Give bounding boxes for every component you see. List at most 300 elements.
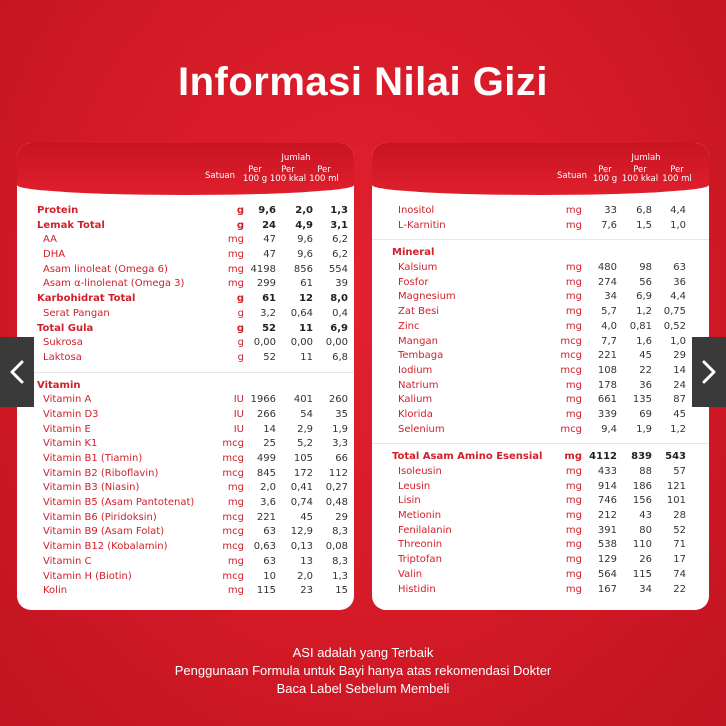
value-per-100g: 4112 bbox=[589, 451, 617, 463]
nutrient-unit: mg bbox=[565, 394, 582, 406]
value-per-100kkal: 172 bbox=[293, 467, 313, 479]
nutrient-unit: mg bbox=[565, 524, 582, 536]
nutrient-unit: mcg bbox=[560, 364, 582, 376]
nutrient-row bbox=[17, 525, 354, 540]
nutrient-unit: mg bbox=[565, 306, 582, 318]
value-per-100ml: 29 bbox=[335, 511, 348, 523]
nutrient-label: Valin bbox=[398, 568, 423, 580]
value-per-100ml: 22 bbox=[673, 583, 686, 595]
nutrient-unit: mcg bbox=[222, 526, 244, 538]
nutrient-unit: g bbox=[236, 322, 244, 334]
nutrient-row bbox=[372, 553, 709, 568]
value-per-100ml: 8,3 bbox=[332, 555, 348, 567]
value-per-100kkal: 11 bbox=[299, 322, 313, 334]
nutrient-label: Metionin bbox=[398, 510, 442, 522]
value-per-100kkal: 45 bbox=[300, 511, 313, 523]
nutrient-unit: mg bbox=[565, 379, 582, 391]
nutrient-row bbox=[17, 570, 354, 585]
value-per-100ml: 66 bbox=[335, 453, 348, 464]
value-per-100g: 34 bbox=[604, 291, 617, 303]
page-title: Informasi Nilai Gizi bbox=[177, 60, 549, 104]
nutrient-row bbox=[372, 305, 709, 320]
nutrient-unit: mcg bbox=[222, 570, 244, 582]
value-per-100g: 9,4 bbox=[601, 423, 617, 435]
header-per-100ml: Per 100 ml bbox=[309, 165, 339, 184]
nutrient-label: Histidin bbox=[398, 583, 436, 595]
value-per-100g: 167 bbox=[597, 583, 617, 595]
nutrient-label: Asam α-linolenat (Omega 3) bbox=[43, 278, 185, 290]
nutrition-panel-left bbox=[17, 143, 354, 610]
nutrient-unit: mcg bbox=[222, 438, 244, 450]
value-per-100kkal: 23 bbox=[300, 585, 313, 597]
nutrient-row bbox=[17, 233, 354, 248]
value-per-100kkal: 45 bbox=[639, 350, 652, 362]
nutrient-row bbox=[372, 219, 709, 234]
nutrient-label: Mineral bbox=[392, 247, 435, 259]
value-per-100ml: 57 bbox=[673, 466, 686, 477]
nutrient-row bbox=[372, 335, 709, 350]
value-per-100ml: 101 bbox=[666, 495, 686, 507]
nutrient-unit: mcg bbox=[222, 541, 244, 553]
value-per-100g: 266 bbox=[256, 408, 276, 420]
nutrient-unit: mg bbox=[227, 497, 244, 509]
nutrient-unit: g bbox=[237, 307, 244, 319]
value-per-100ml: 0,08 bbox=[325, 541, 348, 553]
nutrient-row bbox=[372, 290, 709, 305]
nutrient-unit: mg bbox=[565, 583, 582, 595]
header-jumlah: Jumlah bbox=[631, 153, 661, 163]
value-per-100kkal: 54 bbox=[300, 408, 313, 420]
value-per-100ml: 1,3 bbox=[332, 570, 348, 582]
nutrient-row bbox=[17, 408, 354, 423]
nutrient-unit: mcg bbox=[560, 335, 582, 347]
value-per-100g: 5,7 bbox=[601, 306, 617, 318]
nutrient-unit: mg bbox=[565, 408, 582, 420]
value-per-100g: 3,2 bbox=[260, 307, 276, 319]
nutrient-label: Vitamin E bbox=[43, 423, 91, 435]
nutrient-label: Vitamin B2 (Riboflavin) bbox=[43, 467, 159, 479]
nutrient-label: Kolin bbox=[43, 585, 68, 597]
nutrient-label: Kalium bbox=[398, 394, 433, 406]
header-jumlah: Jumlah bbox=[281, 153, 311, 163]
value-per-100kkal: 0,74 bbox=[290, 497, 313, 509]
next-slide-button[interactable] bbox=[692, 337, 726, 407]
nutrient-row bbox=[17, 393, 354, 408]
section-divider bbox=[17, 366, 354, 379]
nutrient-unit: mcg bbox=[222, 511, 244, 523]
value-per-100kkal: 1,9 bbox=[636, 423, 652, 435]
value-per-100g: 178 bbox=[597, 379, 617, 391]
value-per-100kkal: 69 bbox=[639, 408, 652, 420]
value-per-100g: 212 bbox=[597, 510, 617, 522]
value-per-100g: 746 bbox=[597, 495, 617, 507]
value-per-100kkal: 56 bbox=[639, 276, 652, 288]
value-per-100g: 221 bbox=[256, 511, 276, 523]
nutrient-label: Vitamin B1 (Tiamin) bbox=[43, 453, 143, 464]
value-per-100g: 0,63 bbox=[253, 541, 276, 553]
value-per-100g: 3,6 bbox=[260, 497, 276, 509]
nutrient-label: Inositol bbox=[398, 205, 435, 216]
value-per-100ml: 8,0 bbox=[330, 293, 348, 305]
footer-line-3: Baca Label Sebelum Membeli bbox=[276, 681, 450, 696]
value-per-100ml: 112 bbox=[328, 467, 348, 479]
nutrient-label: Natrium bbox=[398, 379, 439, 391]
nutrient-label: Protein bbox=[37, 205, 79, 216]
nutrient-label: Total Asam Amino Esensial bbox=[392, 451, 543, 463]
value-per-100g: 24 bbox=[262, 219, 276, 231]
value-per-100kkal: 12 bbox=[299, 293, 313, 305]
nutrient-label: Magnesium bbox=[398, 291, 456, 303]
value-per-100ml: 17 bbox=[673, 554, 686, 566]
nutrient-row bbox=[17, 322, 354, 337]
nutrient-unit: g bbox=[236, 293, 244, 305]
value-per-100g: 480 bbox=[597, 262, 617, 274]
value-per-100kkal: 88 bbox=[639, 466, 652, 477]
value-per-100g: 845 bbox=[256, 467, 276, 479]
nutrient-unit: IU bbox=[233, 423, 244, 435]
section-heading bbox=[372, 246, 709, 261]
value-per-100g: 10 bbox=[263, 570, 276, 582]
nutrient-row bbox=[17, 481, 354, 496]
nutrient-unit: mcg bbox=[560, 423, 582, 435]
nutrient-row bbox=[372, 349, 709, 364]
nutrient-row bbox=[372, 379, 709, 394]
nutrient-row bbox=[17, 496, 354, 511]
value-per-100ml: 28 bbox=[673, 510, 686, 522]
value-per-100kkal: 0,41 bbox=[290, 482, 313, 494]
nutrient-label: Selenium bbox=[398, 423, 445, 435]
nutrient-row bbox=[17, 277, 354, 292]
nutrient-label: Klorida bbox=[398, 408, 433, 420]
value-per-100kkal: 6,8 bbox=[636, 205, 652, 216]
nutrient-row bbox=[17, 248, 354, 263]
value-per-100kkal: 1,6 bbox=[636, 335, 652, 347]
nutrient-unit: mg bbox=[565, 320, 582, 332]
nutrient-label: Vitamin B9 (Asam Folat) bbox=[43, 526, 165, 538]
value-per-100ml: 0,75 bbox=[663, 306, 686, 318]
nutrient-unit: mg bbox=[565, 495, 582, 507]
value-per-100ml: 6,2 bbox=[332, 249, 348, 261]
value-per-100ml: 45 bbox=[673, 408, 686, 420]
nutrient-label: Vitamin B5 (Asam Pantotenat) bbox=[43, 497, 195, 509]
nutrient-row bbox=[372, 509, 709, 524]
value-per-100ml: 3,3 bbox=[332, 438, 348, 450]
value-per-100g: 433 bbox=[597, 466, 617, 477]
nutrient-label: Karbohidrat Total bbox=[37, 293, 136, 305]
nutrient-unit: mg bbox=[565, 276, 582, 288]
value-per-100g: 499 bbox=[256, 453, 276, 464]
nutrient-label: Kalsium bbox=[398, 262, 438, 274]
nutrient-label: Vitamin A bbox=[43, 394, 92, 406]
value-per-100ml: 52 bbox=[673, 524, 686, 536]
value-per-100kkal: 43 bbox=[639, 510, 652, 522]
value-per-100kkal: 115 bbox=[632, 568, 652, 580]
value-per-100g: 108 bbox=[597, 364, 617, 376]
value-per-100ml: 87 bbox=[673, 394, 686, 406]
value-per-100g: 14 bbox=[263, 423, 276, 435]
value-per-100g: 63 bbox=[263, 555, 276, 567]
value-per-100ml: 0,52 bbox=[663, 320, 686, 332]
nutrient-row bbox=[17, 467, 354, 482]
value-per-100ml: 6,9 bbox=[330, 322, 348, 334]
nutrient-unit: IU bbox=[233, 408, 244, 420]
nutrient-label: Vitamin K1 bbox=[43, 438, 98, 450]
nutrient-label: Laktosa bbox=[43, 351, 82, 363]
value-per-100kkal: 0,00 bbox=[290, 337, 313, 349]
nutrient-unit: mg bbox=[227, 263, 244, 275]
nutrient-label: Vitamin H (Biotin) bbox=[43, 570, 132, 582]
nutrient-label: Vitamin D3 bbox=[43, 408, 99, 420]
value-per-100ml: 1,3 bbox=[330, 205, 348, 216]
value-per-100g: 2,0 bbox=[260, 482, 276, 494]
value-per-100kkal: 0,64 bbox=[290, 307, 313, 319]
nutrient-label: Serat Pangan bbox=[43, 307, 110, 319]
value-per-100ml: 554 bbox=[328, 263, 348, 275]
nutrient-unit: mg bbox=[565, 480, 582, 492]
nutrition-rows-right bbox=[372, 204, 709, 597]
nutrient-unit: mg bbox=[564, 451, 582, 463]
nutrient-row bbox=[17, 307, 354, 322]
nutrient-row bbox=[17, 452, 354, 467]
value-per-100ml: 8,3 bbox=[332, 526, 348, 538]
value-per-100kkal: 12,9 bbox=[290, 526, 313, 538]
value-per-100g: 4198 bbox=[250, 263, 276, 275]
value-per-100kkal: 61 bbox=[300, 278, 313, 290]
nutrient-label: Sukrosa bbox=[43, 337, 83, 349]
nutrient-label: Fosfor bbox=[398, 276, 429, 288]
nutrient-row bbox=[17, 204, 354, 219]
value-per-100ml: 3,1 bbox=[330, 219, 348, 231]
value-per-100kkal: 135 bbox=[632, 394, 652, 406]
value-per-100ml: 260 bbox=[328, 394, 348, 406]
value-per-100kkal: 2,0 bbox=[297, 570, 313, 582]
section-heading bbox=[17, 379, 354, 394]
nutrient-label: Threonin bbox=[398, 539, 443, 551]
value-per-100g: 661 bbox=[597, 394, 617, 406]
value-per-100g: 0,00 bbox=[253, 337, 276, 349]
value-per-100ml: 0,4 bbox=[332, 307, 348, 319]
nutrient-unit: mcg bbox=[222, 453, 244, 464]
nutrient-unit: mg bbox=[227, 234, 244, 246]
nutrient-label: Vitamin B12 (Kobalamin) bbox=[43, 541, 168, 553]
value-per-100ml: 39 bbox=[335, 278, 348, 290]
nutrient-unit: mg bbox=[565, 510, 582, 522]
nutrition-rows-left bbox=[17, 204, 354, 599]
nutrient-label: Mangan bbox=[398, 335, 438, 347]
header-per-100g: Per 100 g bbox=[592, 165, 618, 184]
nutrient-row bbox=[17, 351, 354, 366]
nutrient-unit: g bbox=[237, 351, 244, 363]
value-per-100ml: 74 bbox=[673, 568, 686, 580]
value-per-100g: 1966 bbox=[250, 394, 276, 406]
nutrient-row bbox=[372, 408, 709, 423]
nutrient-row bbox=[372, 480, 709, 495]
nutrient-label: Lisin bbox=[398, 495, 421, 507]
nutrient-label: L-Karnitin bbox=[398, 219, 446, 231]
nutrient-label: Fenilalanin bbox=[398, 524, 452, 536]
value-per-100kkal: 186 bbox=[632, 480, 652, 492]
value-per-100g: 47 bbox=[263, 249, 276, 261]
value-per-100ml: 36 bbox=[673, 276, 686, 288]
value-per-100kkal: 9,6 bbox=[297, 234, 313, 246]
nutrient-label: Vitamin B3 (Niasin) bbox=[43, 482, 140, 494]
nutrient-row bbox=[17, 423, 354, 438]
nutrient-label: Asam linoleat (Omega 6) bbox=[43, 263, 168, 275]
value-per-100ml: 24 bbox=[673, 379, 686, 391]
nutrient-row bbox=[372, 494, 709, 509]
nutrient-label: Triptofan bbox=[398, 554, 442, 566]
value-per-100ml: 14 bbox=[673, 364, 686, 376]
nutrient-label: Lemak Total bbox=[37, 219, 105, 231]
nutrient-label: Tembaga bbox=[398, 350, 444, 362]
nutrient-unit: mg bbox=[565, 219, 582, 231]
value-per-100g: 274 bbox=[597, 276, 617, 288]
nutrient-row bbox=[372, 450, 709, 465]
nutrient-label: Vitamin C bbox=[43, 555, 92, 567]
section-divider bbox=[372, 437, 709, 450]
value-per-100ml: 15 bbox=[335, 585, 348, 597]
value-per-100ml: 1,2 bbox=[670, 423, 686, 435]
value-per-100g: 7,6 bbox=[601, 219, 617, 231]
nutrient-label: Total Gula bbox=[37, 322, 94, 334]
value-per-100ml: 1,0 bbox=[670, 219, 686, 231]
value-per-100g: 115 bbox=[256, 585, 276, 597]
chevron-left-icon bbox=[9, 359, 25, 385]
value-per-100kkal: 13 bbox=[300, 555, 313, 567]
value-per-100ml: 0,00 bbox=[325, 337, 348, 349]
value-per-100kkal: 839 bbox=[631, 451, 652, 463]
nutrient-row bbox=[372, 465, 709, 480]
value-per-100kkal: 2,0 bbox=[295, 205, 313, 216]
header-satuan: Satuan bbox=[205, 171, 235, 181]
nutrient-row bbox=[372, 538, 709, 553]
nutrient-unit: mg bbox=[227, 278, 244, 290]
value-per-100ml: 6,8 bbox=[332, 351, 348, 363]
nutrient-label: Leusin bbox=[398, 480, 431, 492]
nutrient-unit: mg bbox=[565, 554, 582, 566]
nutrient-unit: mg bbox=[565, 539, 582, 551]
nutrient-row bbox=[372, 568, 709, 583]
nutrient-label: Vitamin bbox=[37, 379, 81, 391]
value-per-100ml: 29 bbox=[673, 350, 686, 362]
nutrient-row bbox=[17, 336, 354, 351]
value-per-100g: 7,7 bbox=[601, 335, 617, 347]
chevron-right-icon bbox=[701, 359, 717, 385]
nutrient-unit: g bbox=[237, 337, 244, 349]
value-per-100kkal: 1,2 bbox=[636, 306, 652, 318]
value-per-100g: 339 bbox=[597, 408, 617, 420]
nutrient-unit: mg bbox=[565, 568, 582, 580]
header-per-100ml: Per 100 ml bbox=[662, 165, 692, 184]
value-per-100ml: 4,4 bbox=[670, 205, 686, 216]
nutrient-row bbox=[17, 437, 354, 452]
nutrient-row bbox=[17, 219, 354, 234]
value-per-100kkal: 9,6 bbox=[297, 249, 313, 261]
nutrient-row bbox=[372, 276, 709, 291]
nutrient-row bbox=[372, 261, 709, 276]
value-per-100g: 52 bbox=[263, 351, 276, 363]
header-per-100kkal: Per 100 kkal bbox=[269, 165, 307, 184]
value-per-100g: 9,6 bbox=[258, 205, 276, 216]
value-per-100ml: 35 bbox=[335, 408, 348, 420]
value-per-100kkal: 11 bbox=[300, 351, 313, 363]
header-satuan: Satuan bbox=[557, 171, 587, 181]
nutrient-row bbox=[372, 393, 709, 408]
value-per-100ml: 4,4 bbox=[670, 291, 686, 303]
nutrient-unit: mg bbox=[565, 466, 582, 477]
nutrient-row bbox=[372, 524, 709, 539]
footer-line-2: Penggunaan Formula untuk Bayi hanya atas rekomendasi Dokter bbox=[174, 663, 552, 678]
value-per-100ml: 71 bbox=[673, 539, 686, 551]
nutrient-row bbox=[17, 584, 354, 599]
nutrient-unit: IU bbox=[233, 394, 244, 406]
nutrient-unit: mg bbox=[565, 262, 582, 274]
nutrient-label: Isoleusin bbox=[398, 466, 442, 477]
value-per-100g: 47 bbox=[263, 234, 276, 246]
value-per-100kkal: 401 bbox=[293, 394, 313, 406]
nutrient-label: Zinc bbox=[398, 320, 420, 332]
nutrient-label: Iodium bbox=[398, 364, 433, 376]
value-per-100ml: 0,27 bbox=[325, 482, 348, 494]
value-per-100g: 914 bbox=[597, 480, 617, 492]
value-per-100kkal: 80 bbox=[639, 524, 652, 536]
header-per-100g: Per 100 g bbox=[242, 165, 268, 184]
nutrient-label: AA bbox=[43, 234, 57, 246]
value-per-100g: 63 bbox=[263, 526, 276, 538]
nutrient-unit: mg bbox=[565, 205, 582, 216]
value-per-100kkal: 0,13 bbox=[290, 541, 313, 553]
value-per-100kkal: 98 bbox=[639, 262, 652, 274]
value-per-100kkal: 156 bbox=[632, 495, 652, 507]
value-per-100g: 221 bbox=[597, 350, 617, 362]
prev-slide-button[interactable] bbox=[0, 337, 34, 407]
value-per-100g: 538 bbox=[597, 539, 617, 551]
value-per-100g: 391 bbox=[597, 524, 617, 536]
nutrient-label: Zat Besi bbox=[398, 306, 440, 318]
header-per-100kkal: Per 100 kkal bbox=[621, 165, 659, 184]
nutrient-unit: g bbox=[236, 219, 244, 231]
value-per-100ml: 63 bbox=[673, 262, 686, 274]
value-per-100ml: 1,9 bbox=[332, 423, 348, 435]
nutrient-unit: mcg bbox=[222, 467, 244, 479]
value-per-100g: 299 bbox=[256, 278, 276, 290]
nutrient-unit: g bbox=[236, 205, 244, 216]
nutrient-row bbox=[372, 583, 709, 598]
value-per-100kkal: 36 bbox=[639, 379, 652, 391]
value-per-100kkal: 2,9 bbox=[297, 423, 313, 435]
footer-line-1: ASI adalah yang Terbaik bbox=[292, 645, 434, 660]
nutrient-unit: mg bbox=[227, 555, 244, 567]
value-per-100ml: 1,0 bbox=[670, 335, 686, 347]
value-per-100kkal: 22 bbox=[639, 364, 652, 376]
nutrient-row bbox=[372, 423, 709, 438]
value-per-100kkal: 105 bbox=[293, 453, 313, 464]
nutrient-unit: mg bbox=[565, 291, 582, 303]
value-per-100kkal: 5,2 bbox=[297, 438, 313, 450]
value-per-100kkal: 4,9 bbox=[295, 219, 313, 231]
nutrient-row bbox=[17, 555, 354, 570]
value-per-100kkal: 0,81 bbox=[629, 320, 652, 332]
value-per-100kkal: 1,5 bbox=[636, 219, 652, 231]
nutrient-label: DHA bbox=[43, 249, 66, 261]
nutrient-row bbox=[17, 511, 354, 526]
value-per-100g: 52 bbox=[262, 322, 276, 334]
nutrient-row bbox=[372, 204, 709, 219]
section-divider bbox=[372, 233, 709, 246]
value-per-100ml: 0,48 bbox=[325, 497, 348, 509]
value-per-100ml: 543 bbox=[665, 451, 686, 463]
nutrient-label: Vitamin B6 (Piridoksin) bbox=[43, 511, 157, 523]
